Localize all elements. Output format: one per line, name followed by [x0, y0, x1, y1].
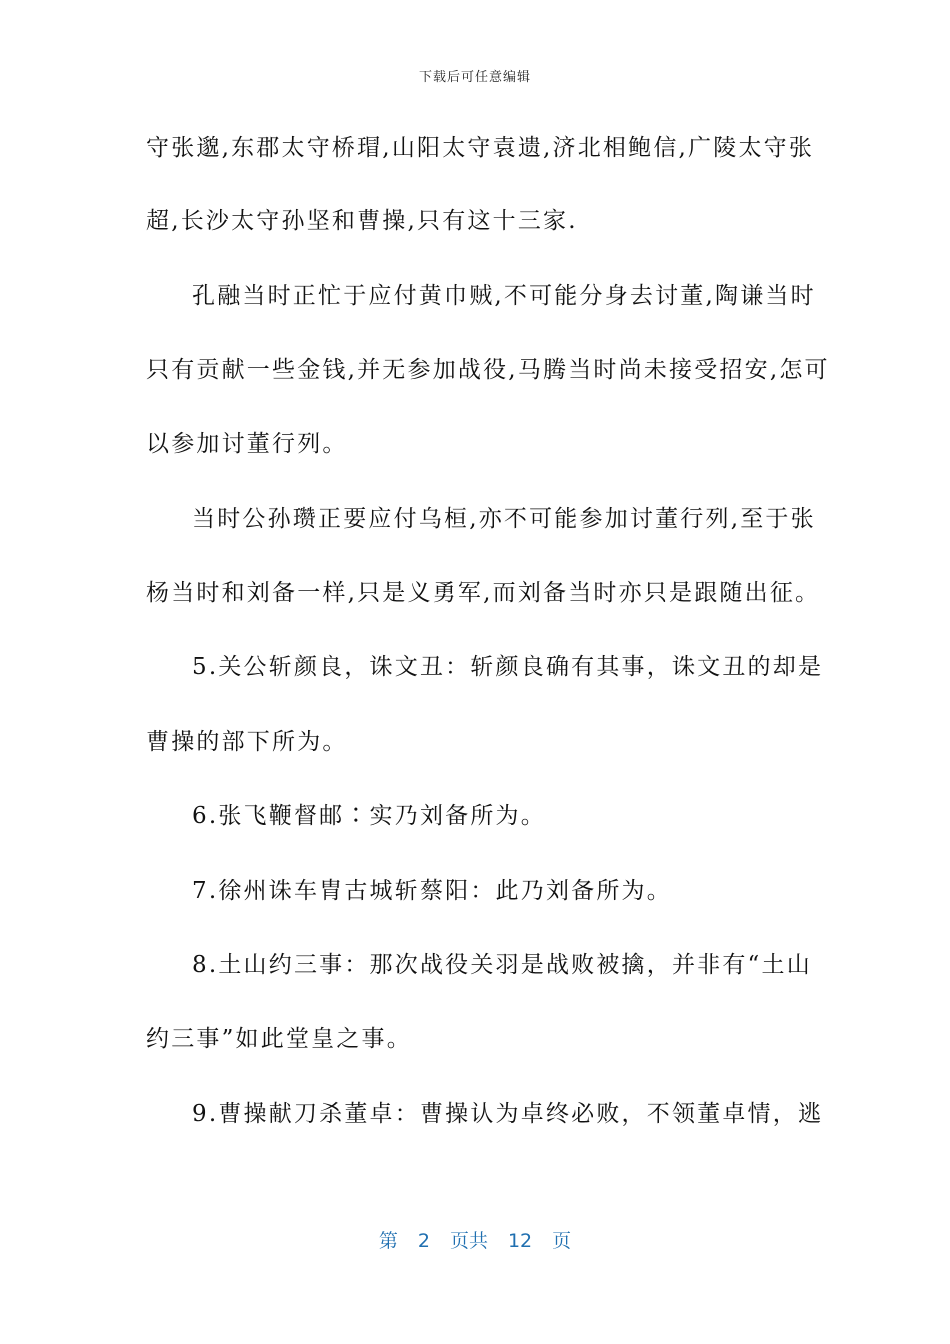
- text-line: 杨当时和刘备一样,只是义勇军,而刘备当时亦只是跟随出征。: [146, 580, 821, 606]
- text-line: 约三事”如此堂皇之事。: [146, 1026, 412, 1052]
- footer-prefix: 第: [378, 1230, 398, 1252]
- text-line: 曹操的部下所为。: [146, 729, 348, 755]
- text-line: 只有贡献一些金钱,并无参加战役,马腾当时尚未接受招安,怎可: [146, 357, 830, 383]
- text-line: 8.土山约三事：那次战役关羽是战败被擒，并非有“土山: [192, 952, 812, 978]
- text-line: 9.曹操献刀杀董卓：曹操认为卓终必败，不领董卓情，逃: [192, 1101, 824, 1127]
- text-line: 孔融当时正忙于应付黄巾贼,不可能分身去讨董,陶谦当时: [192, 283, 816, 309]
- footer-current-page: 2: [417, 1230, 430, 1252]
- text-line: 7.徐州诛车胄古城斩蔡阳：此乃刘备所为。: [192, 878, 672, 904]
- page-footer: [0, 1226, 950, 1253]
- page-header-note: 下载后可任意编辑: [418, 70, 531, 85]
- text-line: 超,长沙太守孙坚和曹操,只有这十三家.: [146, 208, 578, 234]
- footer-total-pages: 12: [507, 1230, 533, 1252]
- text-line: 当时公孙瓒正要应付乌桓,亦不可能参加讨董行列,至于张: [192, 506, 816, 532]
- text-line: 6.张飞鞭督邮∶实乃刘备所为。: [192, 803, 546, 829]
- text-line: 守张邈,东郡太守桥瑁,山阳太守袁遗,济北相鲍信,广陵太守张: [146, 135, 815, 161]
- text-line: 以参加讨董行列。: [146, 431, 348, 457]
- footer-middle: 页共: [449, 1230, 488, 1252]
- text-line: 5.关公斩颜良，诛文丑：斩颜良确有其事，诛文丑的却是: [192, 654, 824, 680]
- footer-suffix: 页: [552, 1230, 572, 1252]
